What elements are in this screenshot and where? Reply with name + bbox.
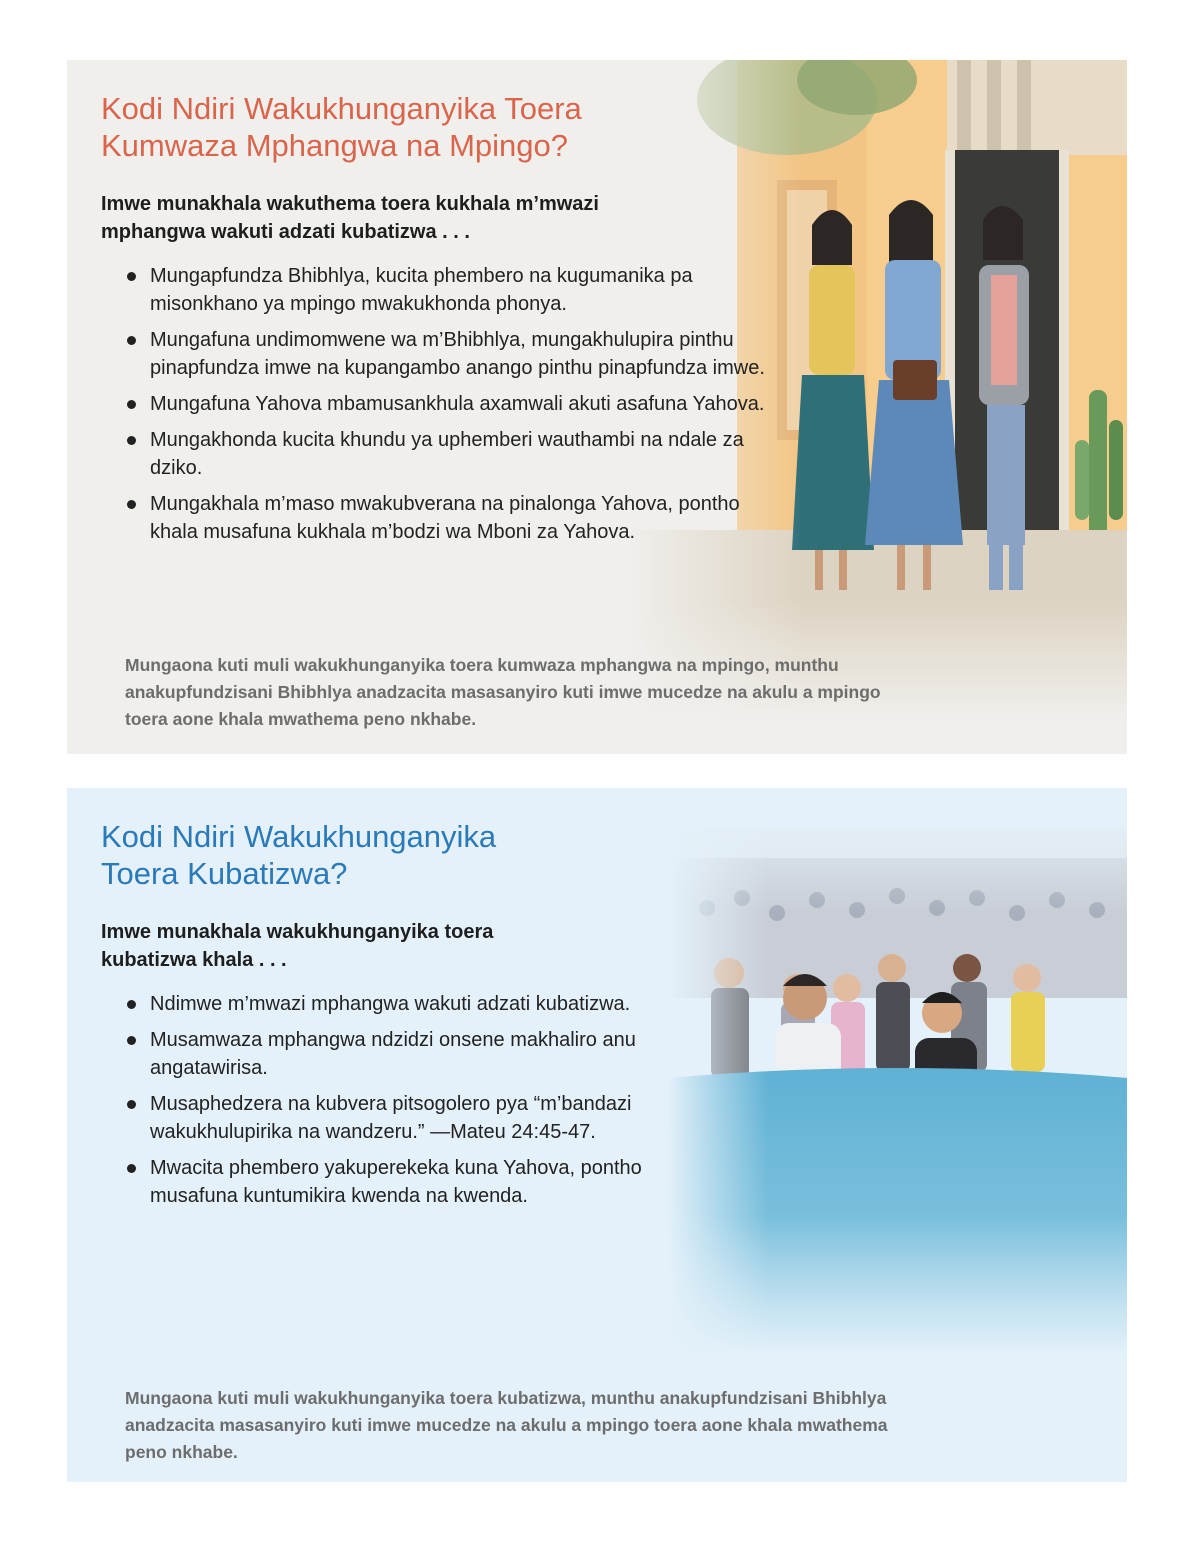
section-title [101, 818, 496, 892]
baptism-readiness-panel [67, 788, 1127, 1482]
list-item: Ndimwe m’mwazi mphangwa wakuti adzati kubatizwa. [125, 990, 665, 1018]
section-footnote: Mungaona kuti muli wakukhunganyika toera kubatizwa, munthu anakupfundzisani Bhibhlya anadzacita masasanyiro kuti imwe mucedze na akulu a mpingo toera aone khala mwathema peno nkhabe. [125, 1388, 888, 1462]
title-line-1: Kodi Ndiri Wakukhunganyika Toera [101, 91, 582, 126]
title-line-1: Kodi Ndiri Wakukhunganyika [101, 819, 497, 854]
section-footnote: Mungaona kuti muli wakukhunganyika toera kumwaza mphangwa na mpingo, munthu anakupfundzisani Bhibhlya anadzacita masasanyiro kuti imwe mucedze na akulu a mpingo toera aone khala mwathema peno nkhabe. [125, 655, 881, 729]
ministry-readiness-panel [67, 60, 1127, 754]
list-item: Mungapfundza Bhibhlya, kucita phembero na kugumanika pa misonkhano ya mpingo mwakukhonda phonya. [125, 262, 775, 318]
section-intro: Imwe munakhala wakuthema toera kukhala m’mwazi mphangwa wakuti adzati kubatizwa . . . [101, 193, 599, 243]
readiness-list [125, 990, 665, 1218]
list-item: Musamwaza mphangwa ndzidzi onsene makhaliro anu angatawirisa. [125, 1026, 665, 1082]
list-item: Mungafuna undimomwene wa m’Bhibhlya, mungakhulupira pinthu pinapfundza imwe na kupangambo anango pinthu pinapfundza imwe. [125, 326, 775, 382]
section-title [101, 90, 582, 164]
title-line-2: Toera Kubatizwa? [101, 856, 348, 891]
readiness-list [125, 262, 775, 554]
title-line-2: Kumwaza Mphangwa na Mpingo? [101, 128, 568, 163]
list-item: Musaphedzera na kubvera pitsogolero pya “m’bandazi wakukhulupirika na wandzeru.” —Mateu 24:45-47. [125, 1090, 665, 1146]
list-item: Mungakhala m’maso mwakubverana na pinalonga Yahova, pontho khala musafuna kukhala m’bodzi wa Mboni za Yahova. [125, 490, 775, 546]
list-item: Mungafuna Yahova mbamusankhula axamwali akuti asafuna Yahova. [125, 390, 775, 418]
list-item: Mwacita phembero yakuperekeka kuna Yahova, pontho musafuna kuntumikira kwenda na kwenda. [125, 1154, 665, 1210]
baptism-pool-illustration [667, 788, 1127, 1482]
section-intro: Imwe munakhala wakukhunganyika toera kubatizwa khala . . . [101, 921, 494, 971]
list-item: Mungakhonda kucita khundu ya uphemberi wauthambi na ndale za dziko. [125, 426, 775, 482]
